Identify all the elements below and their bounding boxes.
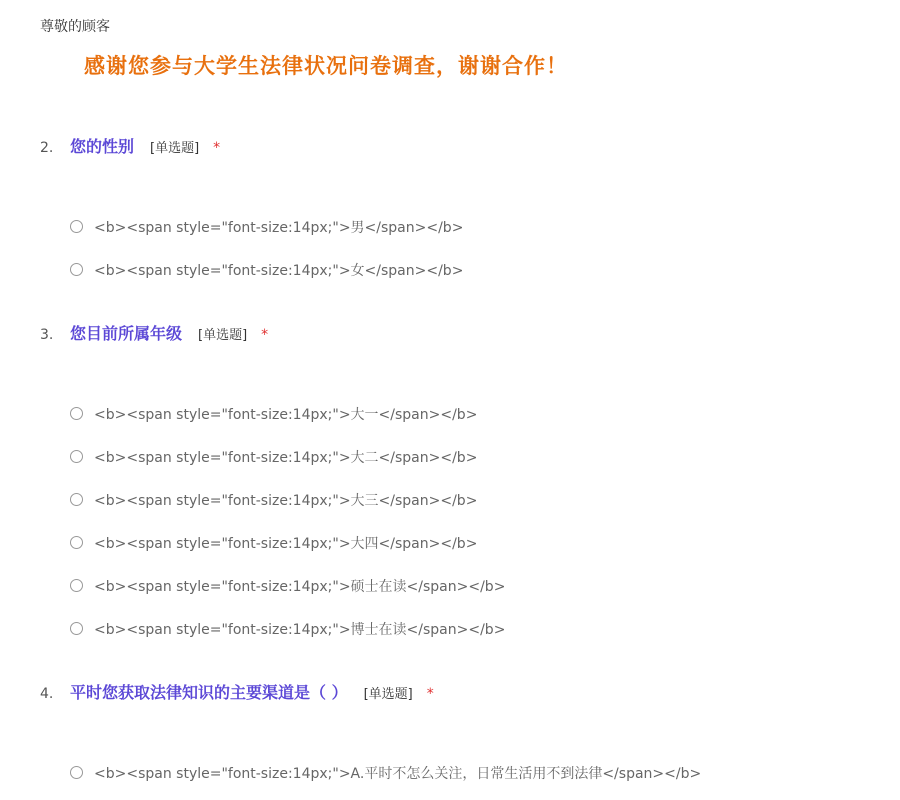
option-senior[interactable] <box>70 521 880 564</box>
option-label: <b><span style="font-size:14px;">女</span></b> <box>94 262 464 279</box>
option-label: <b><span style="font-size:14px;">大四</span></b> <box>94 535 478 552</box>
radio-button[interactable] <box>70 220 83 233</box>
option-junior[interactable] <box>70 478 880 521</box>
option-list <box>40 392 880 650</box>
radio-button[interactable] <box>70 450 83 463</box>
survey-banner: 感谢您参与大学生法律状况问卷调查，谢谢合作！ <box>84 54 568 78</box>
option-label: <b><span style="font-size:14px;">大三</span></b> <box>94 492 478 509</box>
option-female[interactable] <box>70 248 880 291</box>
question-grade <box>40 321 880 650</box>
required-marker: * <box>426 686 434 702</box>
question-legal-channel <box>40 680 880 794</box>
option-label: <b><span style="font-size:14px;">A.平时不怎么关注，日常生活用不到法律</span></b> <box>94 765 702 782</box>
required-marker: * <box>213 140 221 156</box>
question-type-tag: [单选题] <box>198 328 248 343</box>
question-header <box>40 321 880 344</box>
option-label: <b><span style="font-size:14px;">大二</span></b> <box>94 449 478 466</box>
radio-button[interactable] <box>70 493 83 506</box>
option-label: <b><span style="font-size:14px;">硕士在读</span></b> <box>94 578 506 595</box>
question-title: 您的性别 <box>70 137 135 156</box>
radio-button[interactable] <box>70 263 83 276</box>
option-phd[interactable] <box>70 607 880 650</box>
question-header <box>40 134 880 157</box>
radio-button[interactable] <box>70 407 83 420</box>
option-sophomore[interactable] <box>70 435 880 478</box>
question-title: 平时您获取法律知识的主要渠道是（ ） <box>70 683 348 702</box>
radio-button[interactable] <box>70 579 83 592</box>
option-masters[interactable] <box>70 564 880 607</box>
option-label: <b><span style="font-size:14px;">博士在读</span></b> <box>94 621 506 638</box>
question-type-tag: [单选题] <box>150 141 200 156</box>
radio-button[interactable] <box>70 766 83 779</box>
question-number: 2. <box>40 140 54 156</box>
question-type-tag: [单选题] <box>363 687 413 702</box>
option-a[interactable] <box>70 751 880 794</box>
option-male[interactable] <box>70 205 880 248</box>
question-number: 4. <box>40 686 54 702</box>
option-freshman[interactable] <box>70 392 880 435</box>
option-list <box>40 205 880 291</box>
required-marker: * <box>261 327 269 343</box>
greeting-text: 尊敬的顾客 <box>40 19 110 35</box>
question-title: 您目前所属年级 <box>70 324 183 343</box>
option-label: <b><span style="font-size:14px;">大一</span></b> <box>94 406 478 423</box>
question-header <box>40 680 880 703</box>
radio-button[interactable] <box>70 622 83 635</box>
option-list <box>40 751 880 794</box>
radio-button[interactable] <box>70 536 83 549</box>
question-gender <box>40 134 880 291</box>
question-number: 3. <box>40 327 54 343</box>
option-label: <b><span style="font-size:14px;">男</span></b> <box>94 219 464 236</box>
